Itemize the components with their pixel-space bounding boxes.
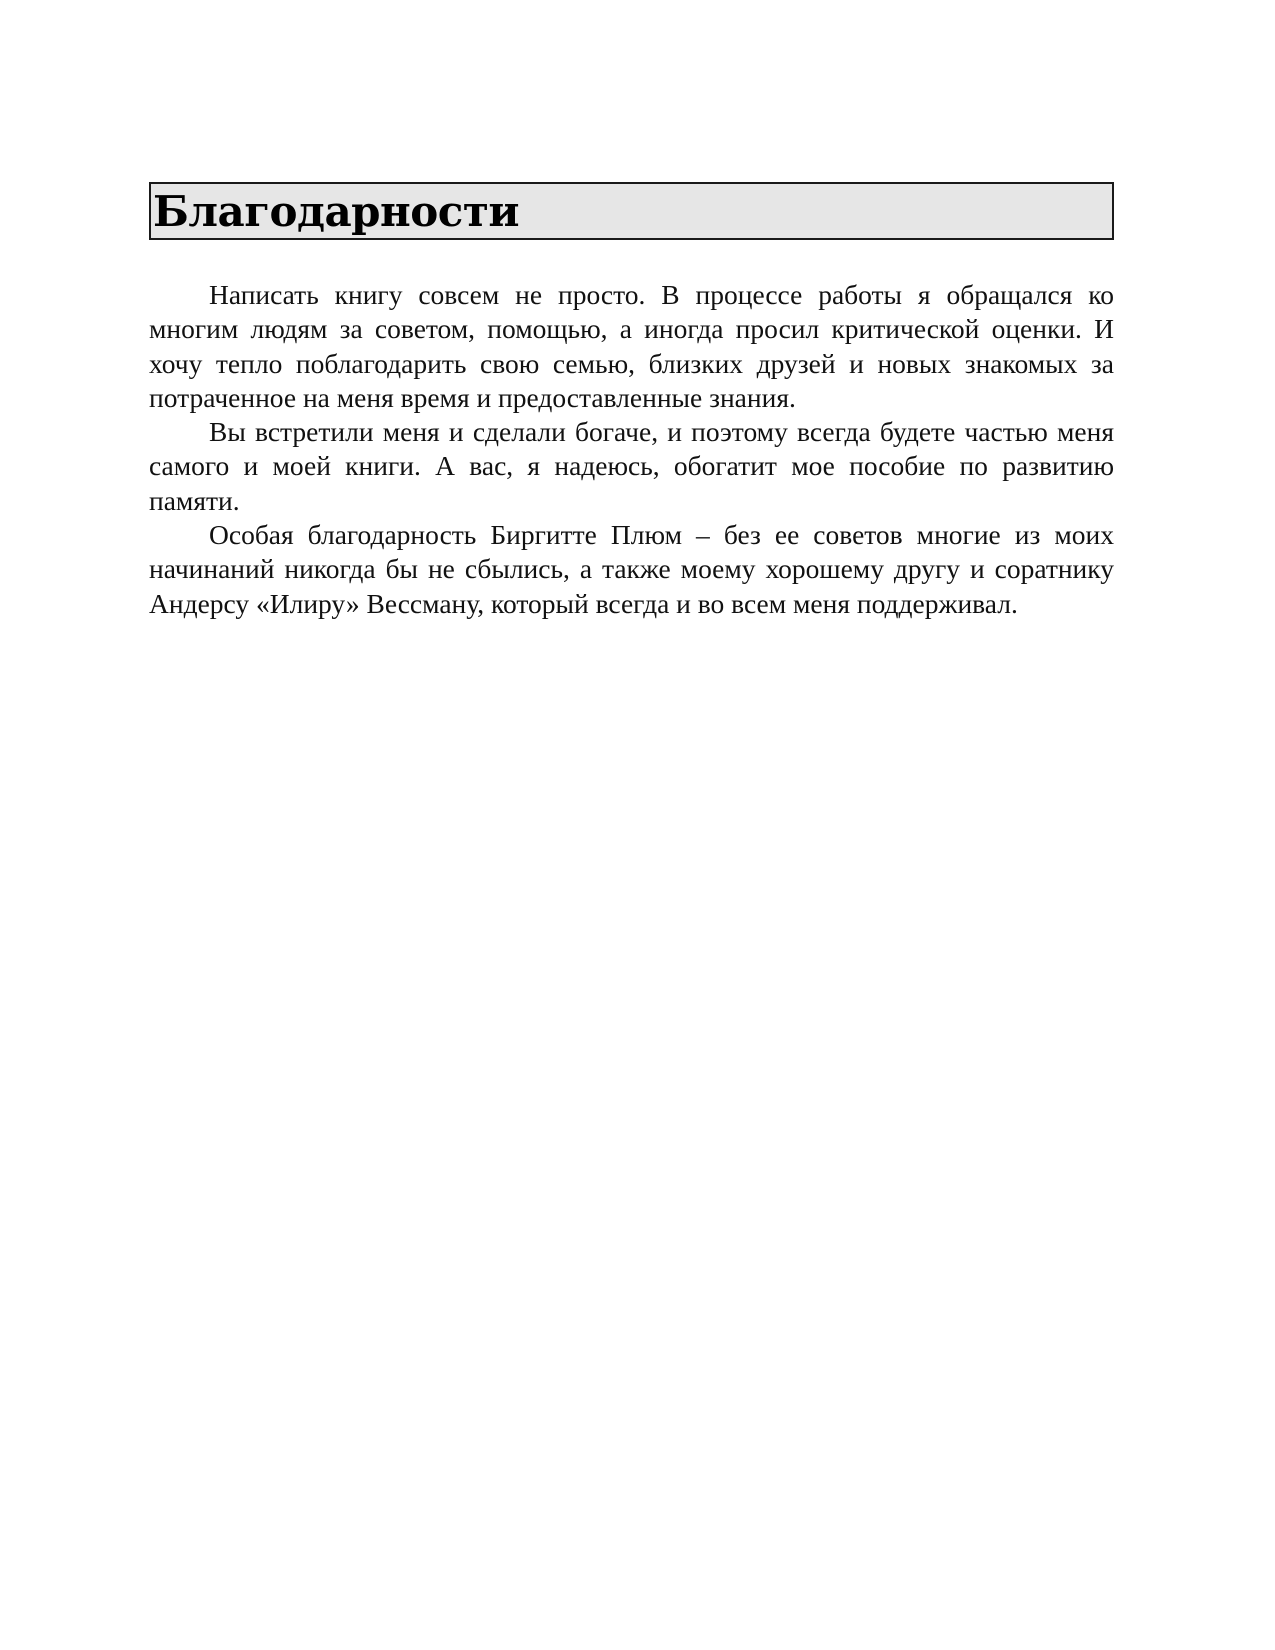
paragraph-2: Вы встретили меня и сделали богаче, и поэтому всегда будете частью меня самого и моей книги. А вас, я надеюсь, обогатит мое пособие по развитию памяти. xyxy=(149,416,1114,516)
heading-box xyxy=(149,182,1114,240)
paragraph-3: Особая благодарность Биргитте Плюм – без ее советов многие из моих начинаний никогда бы не сбылись, а также моему хорошему другу и соратнику Андерсу «Илиру» Вессману, который всегда и во всем меня поддерживал. xyxy=(149,519,1114,619)
body-text xyxy=(149,278,1114,621)
page-title: Благодарности xyxy=(153,187,520,236)
paragraph-1: Написать книгу совсем не просто. В процессе работы я обращался ко многим людям за советом, помощью, а иногда просил критической оценки. И хочу тепло поблагодарить свою семью, близких друзей и новых знакомых за потраченное на меня время и предоставленные знания. xyxy=(149,279,1114,413)
